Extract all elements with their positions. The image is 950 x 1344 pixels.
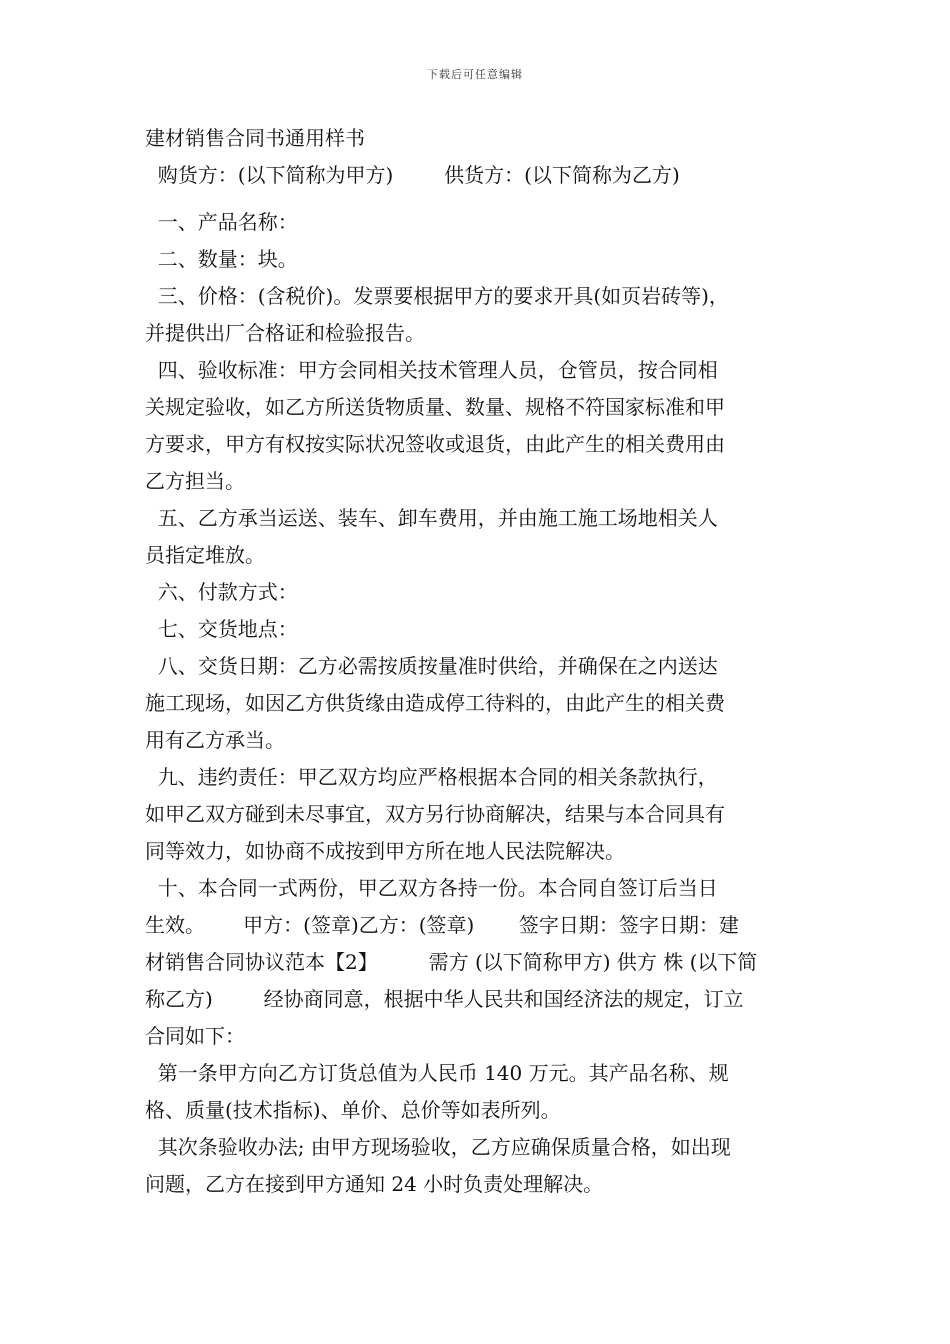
paragraph-3: 并提供出厂合格证和检验报告。 xyxy=(145,321,425,345)
paragraph-article-1: 格、质量(技术指标)、单价、总价等如表所列。 xyxy=(145,1098,561,1122)
paragraph-3: 三、价格：(含税价)。发票要根据甲方的要求开具(如页岩砖等)， xyxy=(145,284,729,308)
paragraph-8: 施工现场，如因乙方供货缘由造成停工待料的，由此产生的相关费 xyxy=(145,691,725,715)
paragraph-article-2: 其次条验收办法; 由甲方现场验收，乙方应确保质量合格，如出现 xyxy=(145,1135,731,1159)
paragraph-9: 九、违约责任：甲乙双方均应严格根据本合同的相关条款执行， xyxy=(145,765,718,789)
paragraph-article-2: 问题，乙方在接到甲方通知 24 小时负责处理解决。 xyxy=(145,1172,604,1196)
paragraph-10: 称乙方) 经协商同意，根据中华人民共和国经济法的规定，订立 xyxy=(145,987,744,1011)
paragraph-9: 如甲乙双方碰到未尽事宜，双方另行协商解决，结果与本合同具有 xyxy=(145,802,725,826)
document-body xyxy=(145,120,810,1203)
paragraph-5: 五、乙方承当运送、装车、卸车费用，并由施工施工场地相关人 xyxy=(145,506,718,530)
paragraph-8: 用有乙方承当。 xyxy=(145,728,285,752)
paragraph-10: 生效。 甲方：(签章)乙方：(签章) 签字日期：签字日期：建 xyxy=(145,913,739,937)
paragraph-10: 十、本合同一式两份，甲乙双方各持一份。本合同自签订后当日 xyxy=(145,876,718,900)
paragraph-8: 八、交货日期：乙方必需按质按量准时供给，并确保在之内送达 xyxy=(145,654,718,678)
paragraph-4: 乙方担当。 xyxy=(145,469,245,493)
paragraph-7: 七、交货地点： xyxy=(145,617,298,641)
paragraph-1: 一、产品名称： xyxy=(145,210,298,234)
paragraph-2: 二、数量：块。 xyxy=(145,247,298,271)
paragraph-5: 员指定堆放。 xyxy=(145,543,265,567)
paragraph-4: 四、验收标准：甲方会同相关技术管理人员，仓管员，按合同相 xyxy=(145,358,718,382)
paragraph-10: 合同如下： xyxy=(145,1024,245,1048)
paragraph-4: 关规定验收，如乙方所送货物质量、数量、规格不符国家标准和甲 xyxy=(145,395,725,419)
header-note: 下载后可任意编辑 xyxy=(427,68,523,81)
paragraph-6: 六、付款方式： xyxy=(145,580,298,604)
paragraph-article-1: 第一条甲方向乙方订货总值为人民币 140 万元。其产品名称、规 xyxy=(145,1061,729,1085)
paragraph-9: 同等效力，如协商不成按到甲方所在地人民法院解决。 xyxy=(145,839,625,863)
paragraph-parties: 购货方：(以下简称为甲方) 供货方：(以下简称为乙方) xyxy=(145,163,680,187)
document-title: 建材销售合同书通用样书 xyxy=(145,126,365,150)
paragraph-10: 材销售合同协议范本【2】 需方 (以下简称甲方) 供方 株 (以下简 xyxy=(145,950,758,974)
paragraph-4: 方要求，甲方有权按实际状况签收或退货，由此产生的相关费用由 xyxy=(145,432,725,456)
